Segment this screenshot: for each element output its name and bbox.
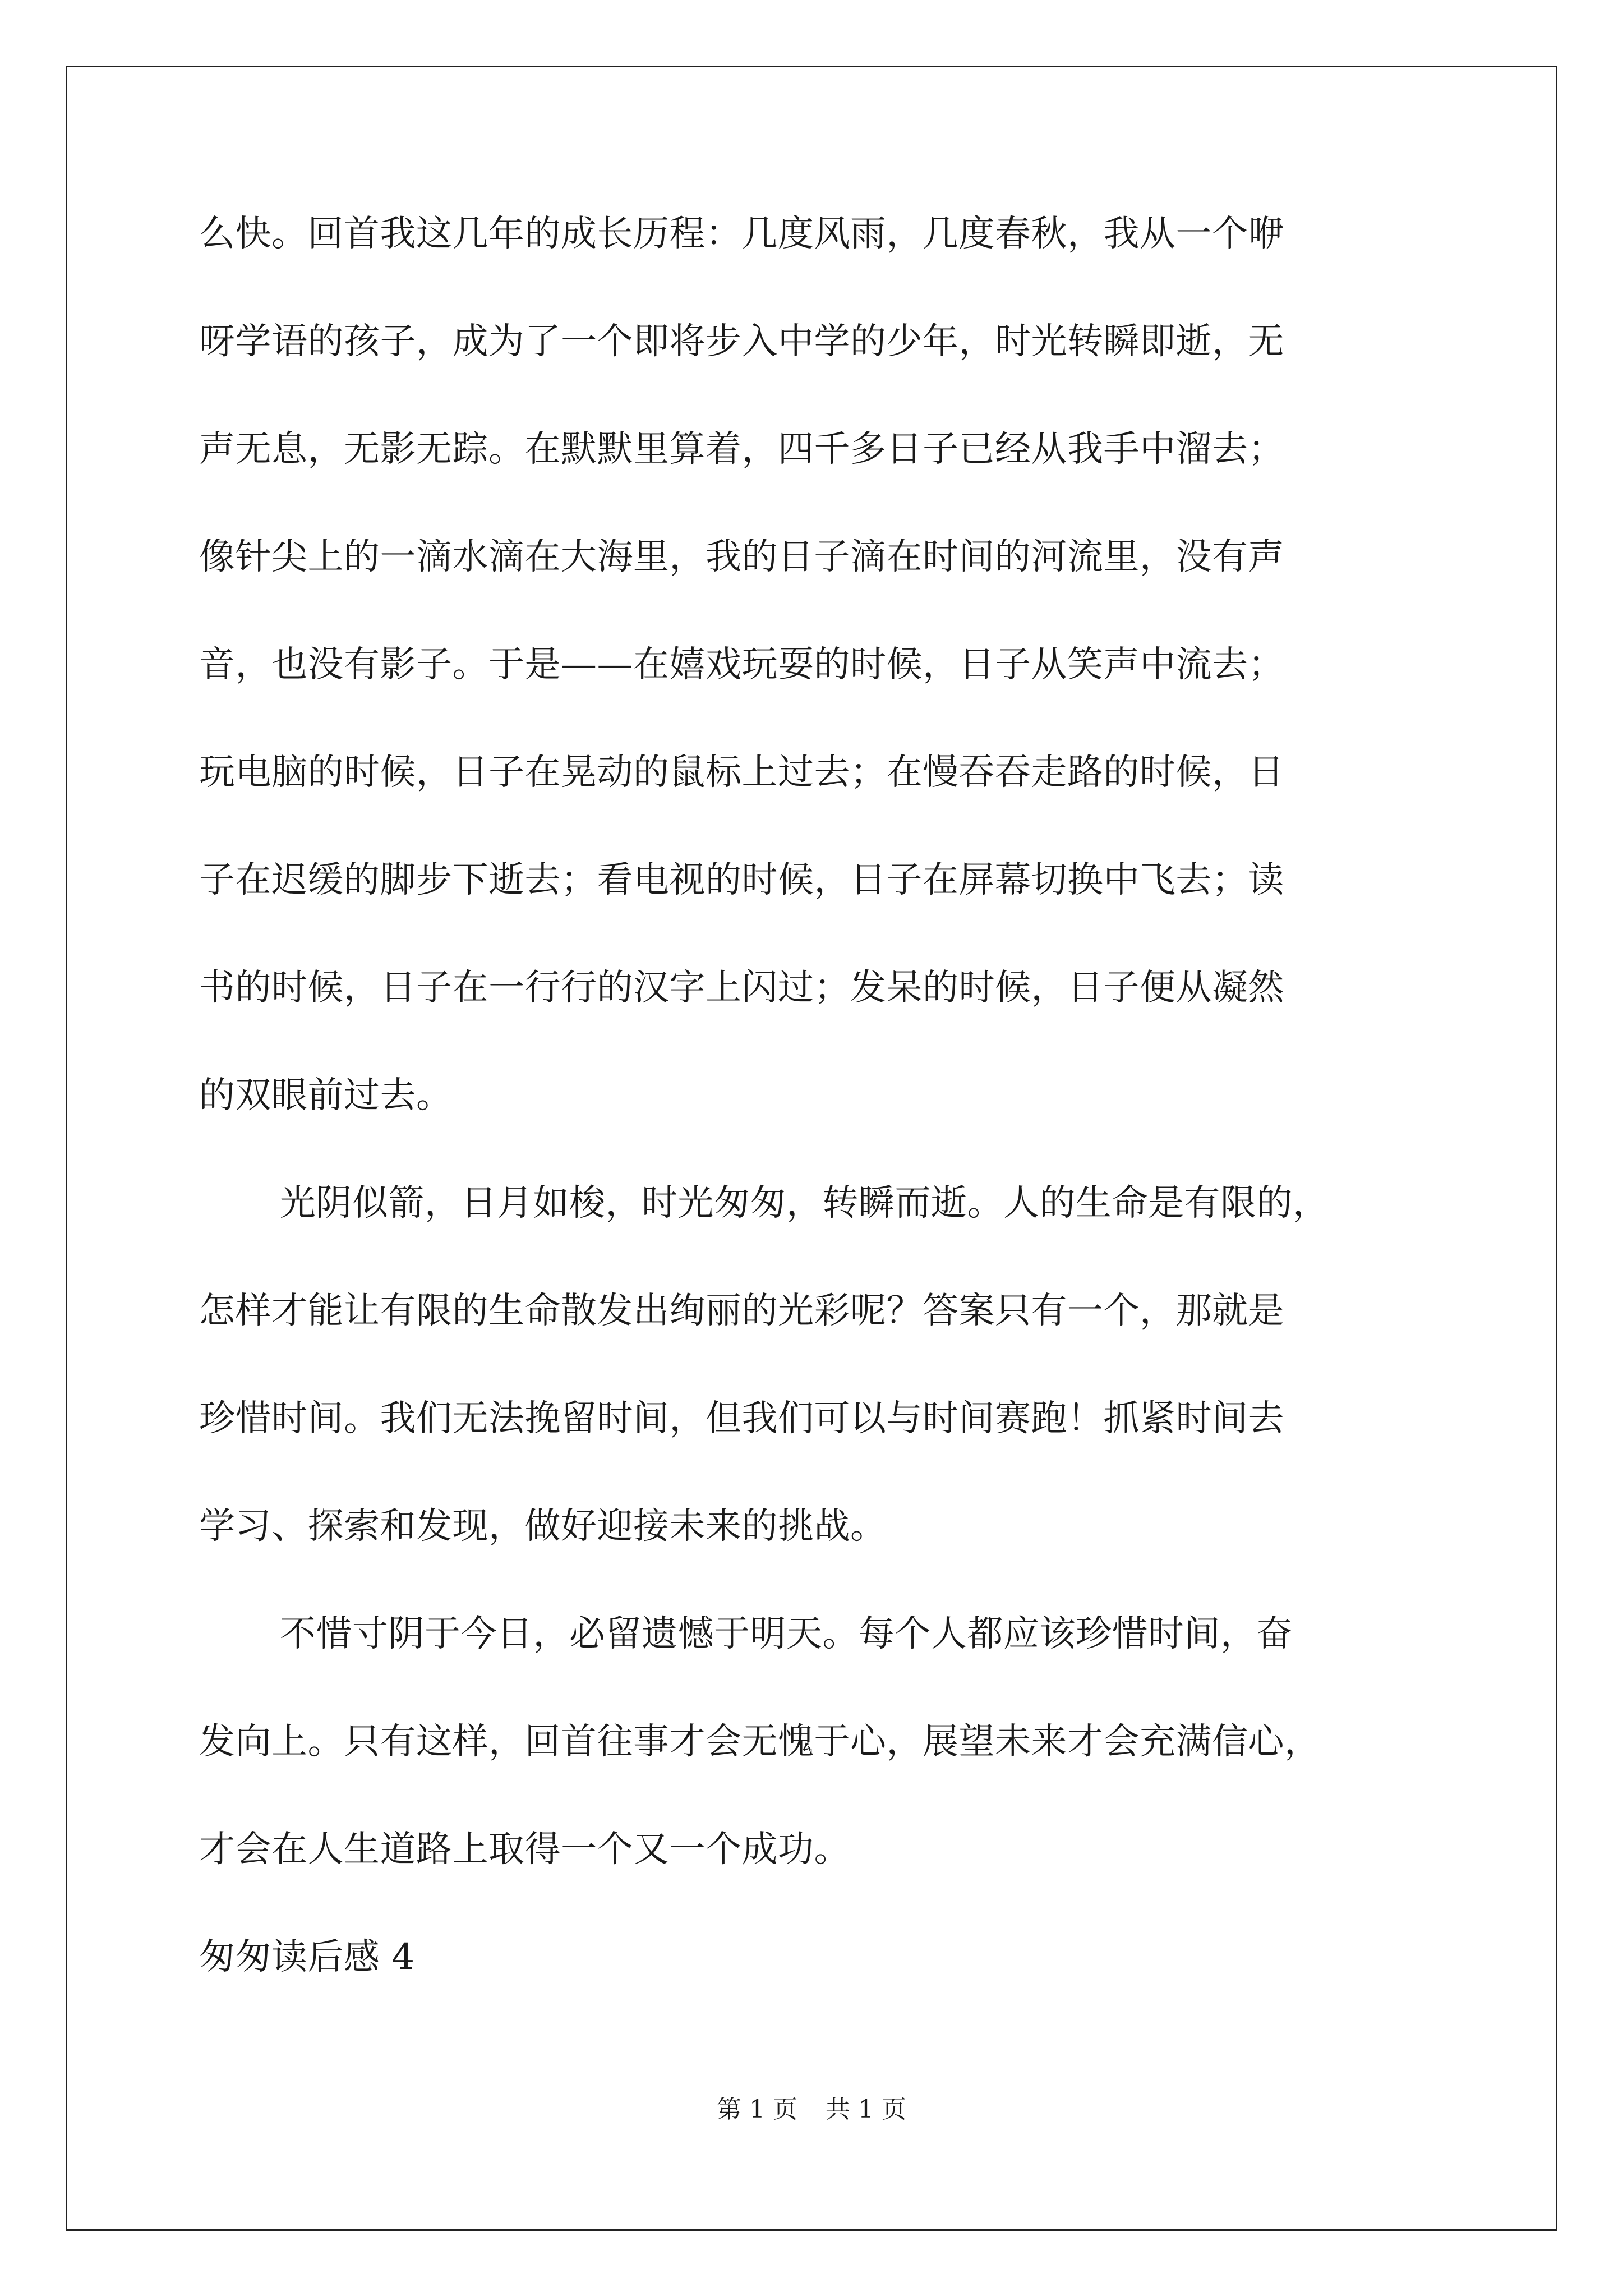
- document-body: [199, 213, 1433, 2047]
- page-number: 第 1 页: [717, 2095, 797, 2124]
- text-line: 怎样才能让有限的生命散发出绚丽的光彩呢？答案只有一个，那就是: [199, 1290, 1284, 1332]
- paragraph-first-line: 光阴似箭，日月如梭，时光匆匆，转瞬而逝。人的生命是有限的，: [280, 1182, 1329, 1224]
- page-total: 共 1 页: [826, 2095, 906, 2124]
- text-line: 玩电脑的时候，日子在晃动的鼠标上过去；在慢吞吞走路的时候，日: [199, 752, 1284, 793]
- page-footer: [0, 2096, 1623, 2124]
- text-line: 音，也没有影子。于是——在嬉戏玩耍的时候，日子从笑声中流去；: [199, 644, 1284, 685]
- section-heading: 匆匆读后感 4: [199, 1936, 415, 1978]
- text-line: 珍惜时间。我们无法挽留时间，但我们可以与时间赛跑！抓紧时间去: [199, 1398, 1284, 1439]
- paragraph-first-line: 不惜寸阴于今日，必留遗憾于明天。每个人都应该珍惜时间，奋: [280, 1613, 1293, 1655]
- text-line: 么快。回首我这几年的成长历程：几度风雨，几度春秋，我从一个咿: [199, 213, 1284, 255]
- text-line: 书的时候，日子在一行行的汉字上闪过；发呆的时候，日子便从凝然: [199, 967, 1284, 1009]
- text-line: 声无息，无影无踪。在默默里算着，四千多日子已经从我手中溜去；: [199, 429, 1284, 470]
- text-line: 发向上。只有这样，回首往事才会无愧于心，展望未来才会充满信心，: [199, 1721, 1321, 1763]
- text-line: 才会在人生道路上取得一个又一个成功。: [199, 1829, 850, 1870]
- text-line: 子在迟缓的脚步下逝去；看电视的时候，日子在屏幕切换中飞去；读: [199, 859, 1284, 901]
- text-line: 呀学语的孩子，成为了一个即将步入中学的少年，时光转瞬即逝，无: [199, 321, 1284, 362]
- text-line: 像针尖上的一滴水滴在大海里，我的日子滴在时间的河流里，没有声: [199, 536, 1284, 578]
- text-line: 学习、探索和发现，做好迎接未来的挑战。: [199, 1506, 887, 1547]
- text-line: 的双眼前过去。: [199, 1075, 453, 1116]
